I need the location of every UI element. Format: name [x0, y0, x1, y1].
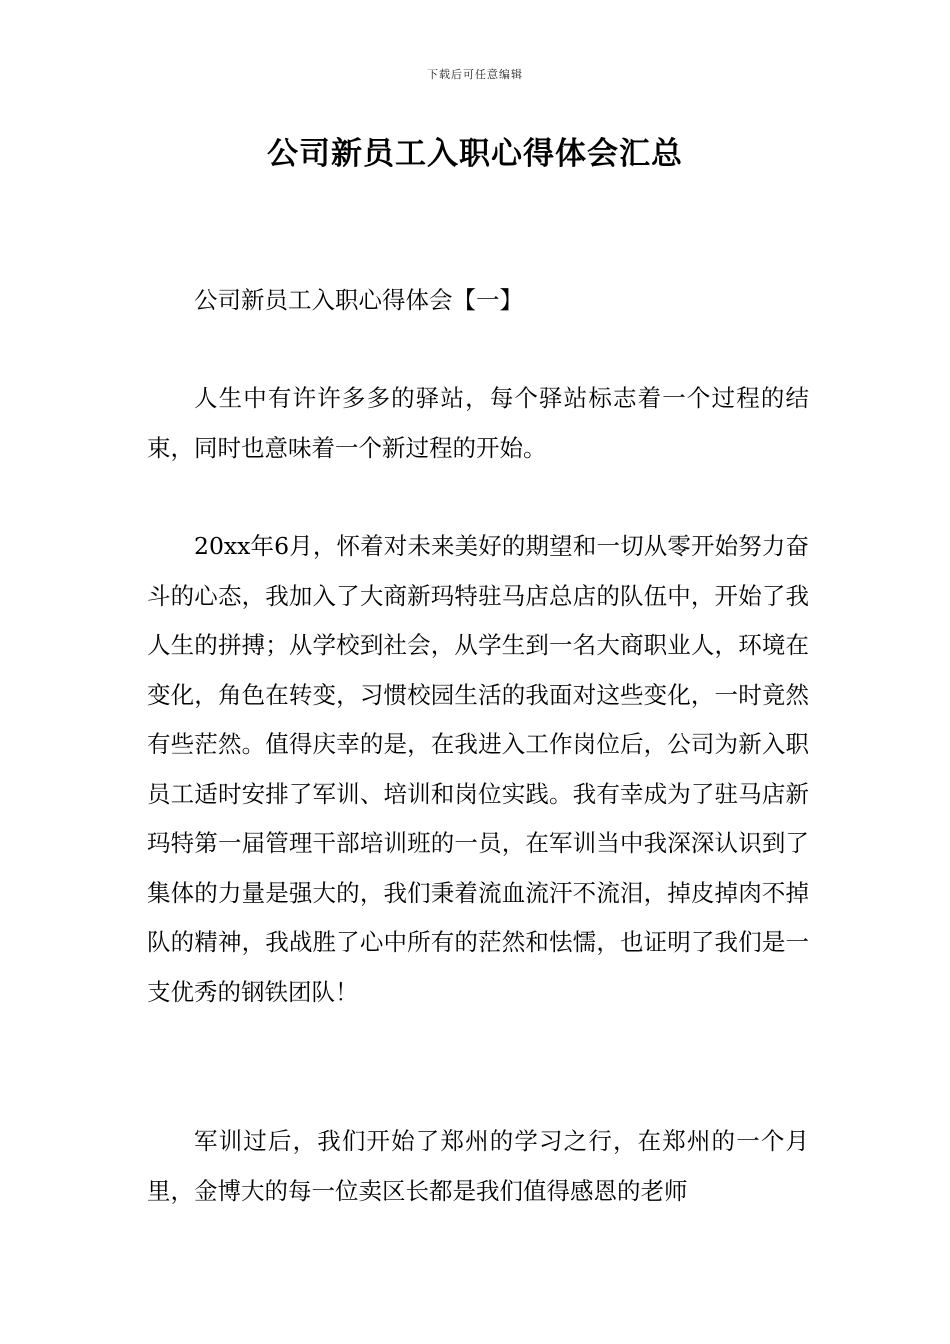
document-title: 公司新员工入职心得体会汇总	[267, 136, 683, 172]
header-note: 下载后可任意编辑	[427, 68, 523, 81]
paragraph-3: 军训过后，我们开始了郑州的学习之行，在郑州的一个月里，金博大的每一位卖区长都是我们值得感恩的老师	[147, 1127, 809, 1205]
section-heading: 公司新员工入职心得体会【一】	[194, 286, 523, 314]
paragraph-1: 人生中有许许多多的驿站，每个驿站标志着一个过程的结束，同时也意味着一个新过程的开始。	[147, 384, 809, 462]
paragraph-2: 20xx年6月，怀着对未来美好的期望和一切从零开始努力奋斗的心态，我加入了大商新玛特驻马店总店的队伍中，开始了我人生的拼搏；从学校到社会，从学生到一名大商职业人，环境在变化，角色在转变，习惯校园生活的我面对这些变化，一时竟然有些茫然。值得庆幸的是，在我进入工作岗位后，公司为新入职员工适时安排了军训、培训和岗位实践。我有幸成为了驻马店新玛特第一届管理干部培训班的一员，在军训当中我深深认识到了集体的力量是强大的，我们秉着流血流汗不流泪，掉皮掉肉不掉队的精神，我战胜了心中所有的茫然和怯懦，也证明了我们是一支优秀的钢铁团队！	[147, 532, 809, 1006]
